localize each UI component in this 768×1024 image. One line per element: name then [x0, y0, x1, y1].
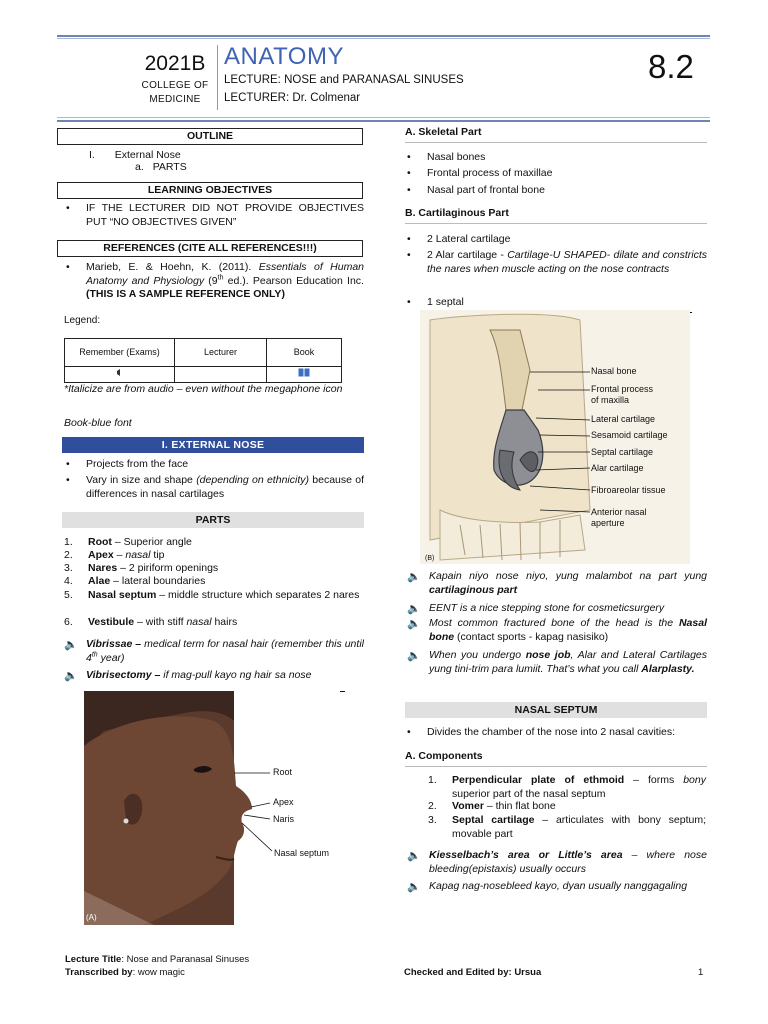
legend-table: [64, 338, 342, 383]
parts-item-apex: 2. Apex – nasal tip: [64, 549, 165, 561]
face-label-nasal-septum: Nasal septum: [274, 848, 330, 858]
legend-lecturer-icon: [175, 367, 267, 383]
parts-item-vestibule: 6. Vestibule – with stiff nasal hairs: [64, 616, 238, 628]
legend-note-book: Book-blue font: [64, 417, 132, 429]
nasal-septum-heading: NASAL SEPTUM: [405, 702, 707, 718]
components-heading: A. Components: [405, 750, 707, 767]
component-vomer: 2. Vomer – thin flat bone: [428, 800, 556, 812]
audio-note-vibrissae: 🔈 Vibrissae – medical term for nasal hair (remember this until 4th year): [64, 638, 364, 664]
audio-note-cartilaginous: 🔈 Kapain niyo nose niyo, yung malambot na part yung cartilaginous part: [407, 570, 707, 596]
component-septal-cartilage: 3. Septal cartilage – articulates with bony septum; movable part: [428, 814, 706, 840]
footer-lecture-title: Lecture Title: Nose and Paranasal Sinuses: [65, 954, 250, 965]
megaphone-icon: 🔈: [64, 670, 78, 682]
cartilaginous-part-heading: B. Cartilaginous Part: [405, 207, 707, 224]
header-rule-bottom: [57, 120, 710, 122]
face-label-naris: Naris: [273, 814, 295, 824]
outline-item-1: I. External Nose: [89, 149, 181, 161]
parts-heading: PARTS: [62, 512, 364, 528]
megaphone-icon: 🔈: [407, 603, 421, 615]
audio-note-nosebleed: 🔈 Kapag nag-nosebleed kayo, dyan usually nanggagaling: [407, 880, 688, 893]
audio-note-kiesselbach: 🔈 Kiesselbach’s area or Little’s area – where nose bleeding(epistaxis) usually occurs: [407, 849, 707, 875]
outline-item-1a: a. PARTS: [135, 161, 187, 173]
nose-label-anterior-nasal: Anterior nasal: [591, 507, 647, 517]
component-ethmoid: 1. Perpendicular plate of ethmoid – forms bony superior part of the nasal septum: [428, 774, 706, 800]
face-panel-label: (A): [86, 913, 97, 922]
cartilaginous-item-2: • 2 Alar cartilage - Cartilage-U SHAPED- dilate and constricts the nares when muscle acting on the nose contracts: [405, 249, 707, 276]
megaphone-icon: 🔈: [64, 639, 78, 651]
external-nose-bullet-1: • Projects from the face: [64, 458, 364, 472]
nose-label-septal-cartilage: Septal cartilage: [591, 447, 654, 457]
nose-label-nasal-bone: Nasal bone: [591, 366, 637, 376]
audio-note-alarplasty: 🔈 When you undergo nose job, Alar and Lateral Cartilages yung tini-trim para lumiit. That’s what you call Alarplasty.: [407, 649, 708, 675]
skeletal-part-heading: A. Skeletal Part: [405, 126, 707, 143]
legend-col-lecturer: Lecturer: [175, 339, 267, 367]
nose-panel-label: (B): [425, 555, 435, 562]
nose-label-lateral-cartilage: Lateral cartilage: [591, 414, 656, 424]
page-number: 1: [698, 967, 704, 978]
footer-transcribed-by: Transcribed by: wow magic: [65, 967, 185, 978]
megaphone-icon: 🔈: [407, 881, 421, 893]
legend-col-remember: Remember (Exams): [65, 339, 175, 367]
footer-checked-by: Checked and Edited by: Ursua: [404, 967, 542, 978]
header-divider: [217, 45, 218, 110]
external-nose-bullet-2: • Vary in size and shape (depending on ethnicity) because of differences in nasal cartilages: [64, 474, 364, 501]
nose-label-alar-cartilage: Alar cartilage: [591, 463, 644, 473]
parts-item-nares: 3. Nares – 2 piriform openings: [64, 562, 219, 574]
megaphone-icon: 🔈: [407, 618, 421, 630]
parts-item-root: 1. Root – Superior angle: [64, 536, 192, 548]
nose-label-fibroareolar-tissue: Fibroareolar tissue: [591, 485, 666, 495]
audio-note-vibrisectomy: 🔈 Vibrisectomy – if mag-pull kayo ng hair sa nose: [64, 669, 312, 682]
reference-item: • Marieb, E. & Hoehn, K. (2011). Essentials of Human Anatomy and Physiology (9th ed.). Pearson Education Inc. (THIS IS A SAMPLE REFERENCE ONLY): [64, 261, 364, 302]
lecture-line: LECTURE: NOSE and PARANASAL SINUSES: [224, 74, 464, 86]
outline-heading: OUTLINE: [57, 128, 363, 145]
header-rule-bottom-thin: [57, 117, 710, 118]
book-icon: [267, 367, 342, 383]
face-label-root: Root: [273, 767, 293, 777]
references-heading: REFERENCES (CITE ALL REFERENCES!!!): [57, 240, 363, 257]
skeletal-item-2: • Frontal process of maxillae: [405, 167, 707, 181]
legend-label: Legend:: [64, 315, 101, 326]
external-nose-heading: I. EXTERNAL NOSE: [62, 437, 364, 453]
megaphone-icon: 🔈: [407, 850, 421, 862]
nose-label-sesamoid-cartilage: Sesamoid cartilage: [591, 430, 668, 440]
legend-col-book: Book: [267, 339, 342, 367]
nose-cartilage-figure: [420, 310, 690, 564]
objectives-heading: LEARNING OBJECTIVES: [57, 182, 363, 199]
subject-title: ANATOMY: [224, 43, 344, 70]
header-rule-top: [57, 35, 710, 37]
lecturer-line: LECTURER: Dr. Colmenar: [224, 92, 361, 104]
face-profile-figure: [84, 691, 340, 925]
nose-label-frontal-process: Frontal process: [591, 384, 654, 394]
parts-item-nasal-septum: 5. Nasal septum – middle structure which separates 2 nares: [64, 589, 360, 601]
face-profile-illustration: [84, 691, 340, 925]
legend-remember-icon: [65, 367, 175, 383]
megaphone-icon: 🔈: [407, 571, 421, 583]
cartilaginous-item-3: • 1 septal: [405, 296, 707, 310]
parts-item-alae: 4. Alae – lateral boundaries: [64, 575, 206, 587]
megaphone-icon: 🔈: [407, 650, 421, 662]
batch-label: 2021B: [144, 52, 206, 75]
college-label: COLLEGE OF MEDICINE: [141, 80, 209, 105]
header-rule-top-thin: [57, 38, 710, 39]
nose-label-aperture: aperture: [591, 518, 625, 528]
audio-note-eent: 🔈 EENT is a nice stepping stone for cosmeticsurgery: [407, 602, 665, 615]
audio-note-nasal-bone: 🔈 Most common fractured bone of the head is the Nasal bone (contact sports - kapag nasisiko): [407, 617, 707, 643]
objectives-text: • IF THE LECTURER DID NOT PROVIDE OBJECTIVES PUT “NO OBJECTIVES GIVEN”: [64, 202, 364, 229]
face-label-apex: Apex: [273, 797, 294, 807]
legend-note-audio: *Italicize are from audio – even without the megaphone icon: [64, 383, 343, 395]
skeletal-item-1: • Nasal bones: [405, 151, 707, 165]
nose-label-of-maxilla: of maxilla: [591, 395, 630, 405]
cartilaginous-item-1: • 2 Lateral cartilage: [405, 233, 707, 247]
nasal-septum-bullet: • Divides the chamber of the nose into 2 nasal cavities:: [405, 726, 707, 740]
skeletal-item-3: • Nasal part of frontal bone: [405, 184, 707, 198]
section-number: 8.2: [648, 48, 694, 85]
